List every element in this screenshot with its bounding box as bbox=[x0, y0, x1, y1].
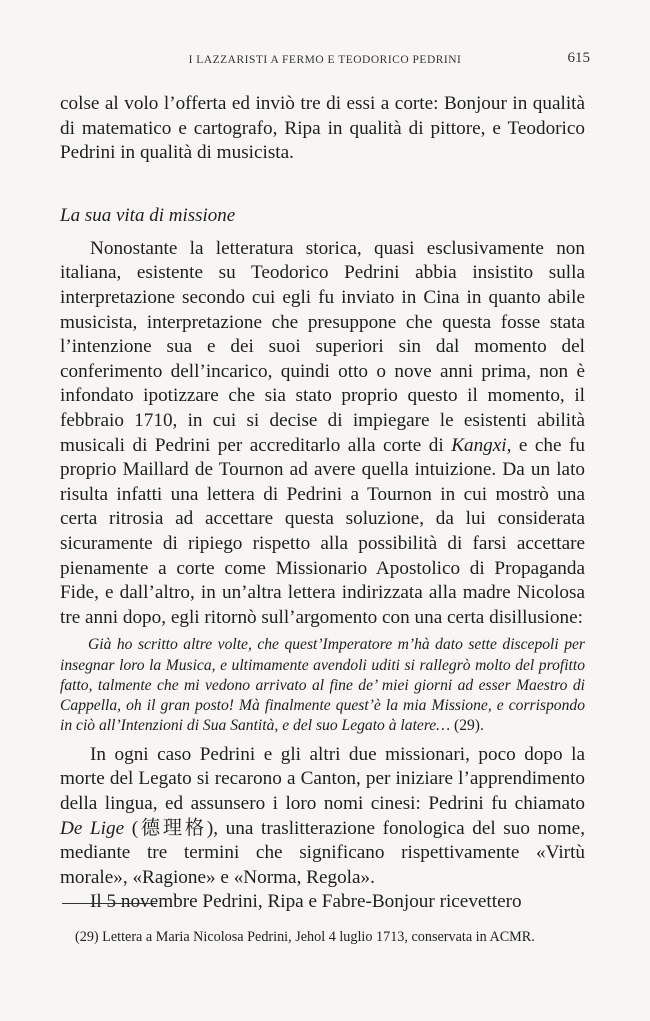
paragraph-1-text-a: Nonostante la letteratura storica, quasi esclusivamente non italiana, esistente su Teodorico Pedrini abbia insistito sulla interpretazione secondo cui egli fu inviato in Cina in quanto abile musicista, interpretazione che presuppone che questa fosse stata l’intenzione sua e dei suoi superiori sin dal momento del conferimento dell’incarico, quindi otto o nove anni prima, non è infondato ipotizzare che sia stato proprio questo il momento, il febbraio 1710, in cui si decise di impiegare le esistenti abilità musicali di Pedrini per accreditarlo alla corte di bbox=[60, 237, 585, 456]
paragraph-1-text-b: , e che fu proprio Maillard de Tournon ad avere quella intuizione. Da un lato risulta infatti una lettera di Pedrini a Tournon in cui mostrò una certa ritrosia ad accettare questa soluzione, da lui considerata sicuramente di ripiego rispetto alla possibilità di farsi accettare pienamente a corte come Missionario Apostolico di Propaganda Fide, e dall’altro, in un’altra lettera indirizzata alla madre Nicolosa tre anni dopo, egli ritornò sull’argomento con una certa disillusione: bbox=[60, 434, 585, 628]
paragraph-2-text-a: In ogni caso Pedrini e gli altri due missionari, poco dopo la morte del Legato si recarono a Canton, per iniziare l’apprendimento della lingua, ed assunsero i loro nomi cinesi: Pedrini fu chiamato bbox=[60, 743, 585, 814]
block-quote bbox=[60, 635, 585, 736]
footnote-reference: (29). bbox=[450, 717, 484, 735]
paragraph-2-text-b: , una traslitterazione fonologica del suo nome, mediante tre termini che significano rispettivamente «Virtù morale», «Ragione» e «Norma, Regola». bbox=[60, 817, 585, 888]
page-number: 615 bbox=[567, 50, 590, 66]
paragraph-3: Il 5 novembre Pedrini, Ripa e Fabre-Bonjour ricevettero bbox=[90, 891, 522, 913]
kangxi-term: Kangxi bbox=[451, 434, 507, 456]
chinese-name-characters: (德理格) bbox=[124, 817, 214, 839]
section-title: La sua vita di missione bbox=[60, 204, 236, 226]
running-title: I LAZZARISTI A FERMO E TEODORICO PEDRINI bbox=[188, 54, 462, 66]
intro-paragraph: colse al volo l’offerta ed inviò tre di essi a corte: Bonjour in qualità di matematico e cartografo, Ripa in qualità di pittore, e Teodorico Pedrini in qualità di musicista. bbox=[60, 93, 585, 164]
quote-text: Già ho scritto altre volte, che quest’Imperatore m’hà dato sette discepoli per insegnar loro la Musica, e ultimamente avendoli uditi si rallegrò molto del profitto fatto, talmente che mi vedono arrivato al fine de’ miei giorni ad esser Maestro di Cappella, oh il gran posto! Mà finalmente quest’è la mia Missione, e corrispondo in ciò all’Intenzioni di Sua Santità, e del suo Legato à latere… bbox=[60, 636, 585, 735]
footnote-divider bbox=[62, 903, 157, 904]
paragraph-1 bbox=[60, 237, 585, 631]
chinese-name-transliteration: De Lige bbox=[60, 817, 125, 839]
paragraph-2 bbox=[60, 743, 585, 891]
body-text bbox=[60, 92, 585, 915]
footnote: (29) Lettera a Maria Nicolosa Pedrini, Jehol 4 luglio 1713, conservata in ACMR. bbox=[75, 929, 535, 945]
